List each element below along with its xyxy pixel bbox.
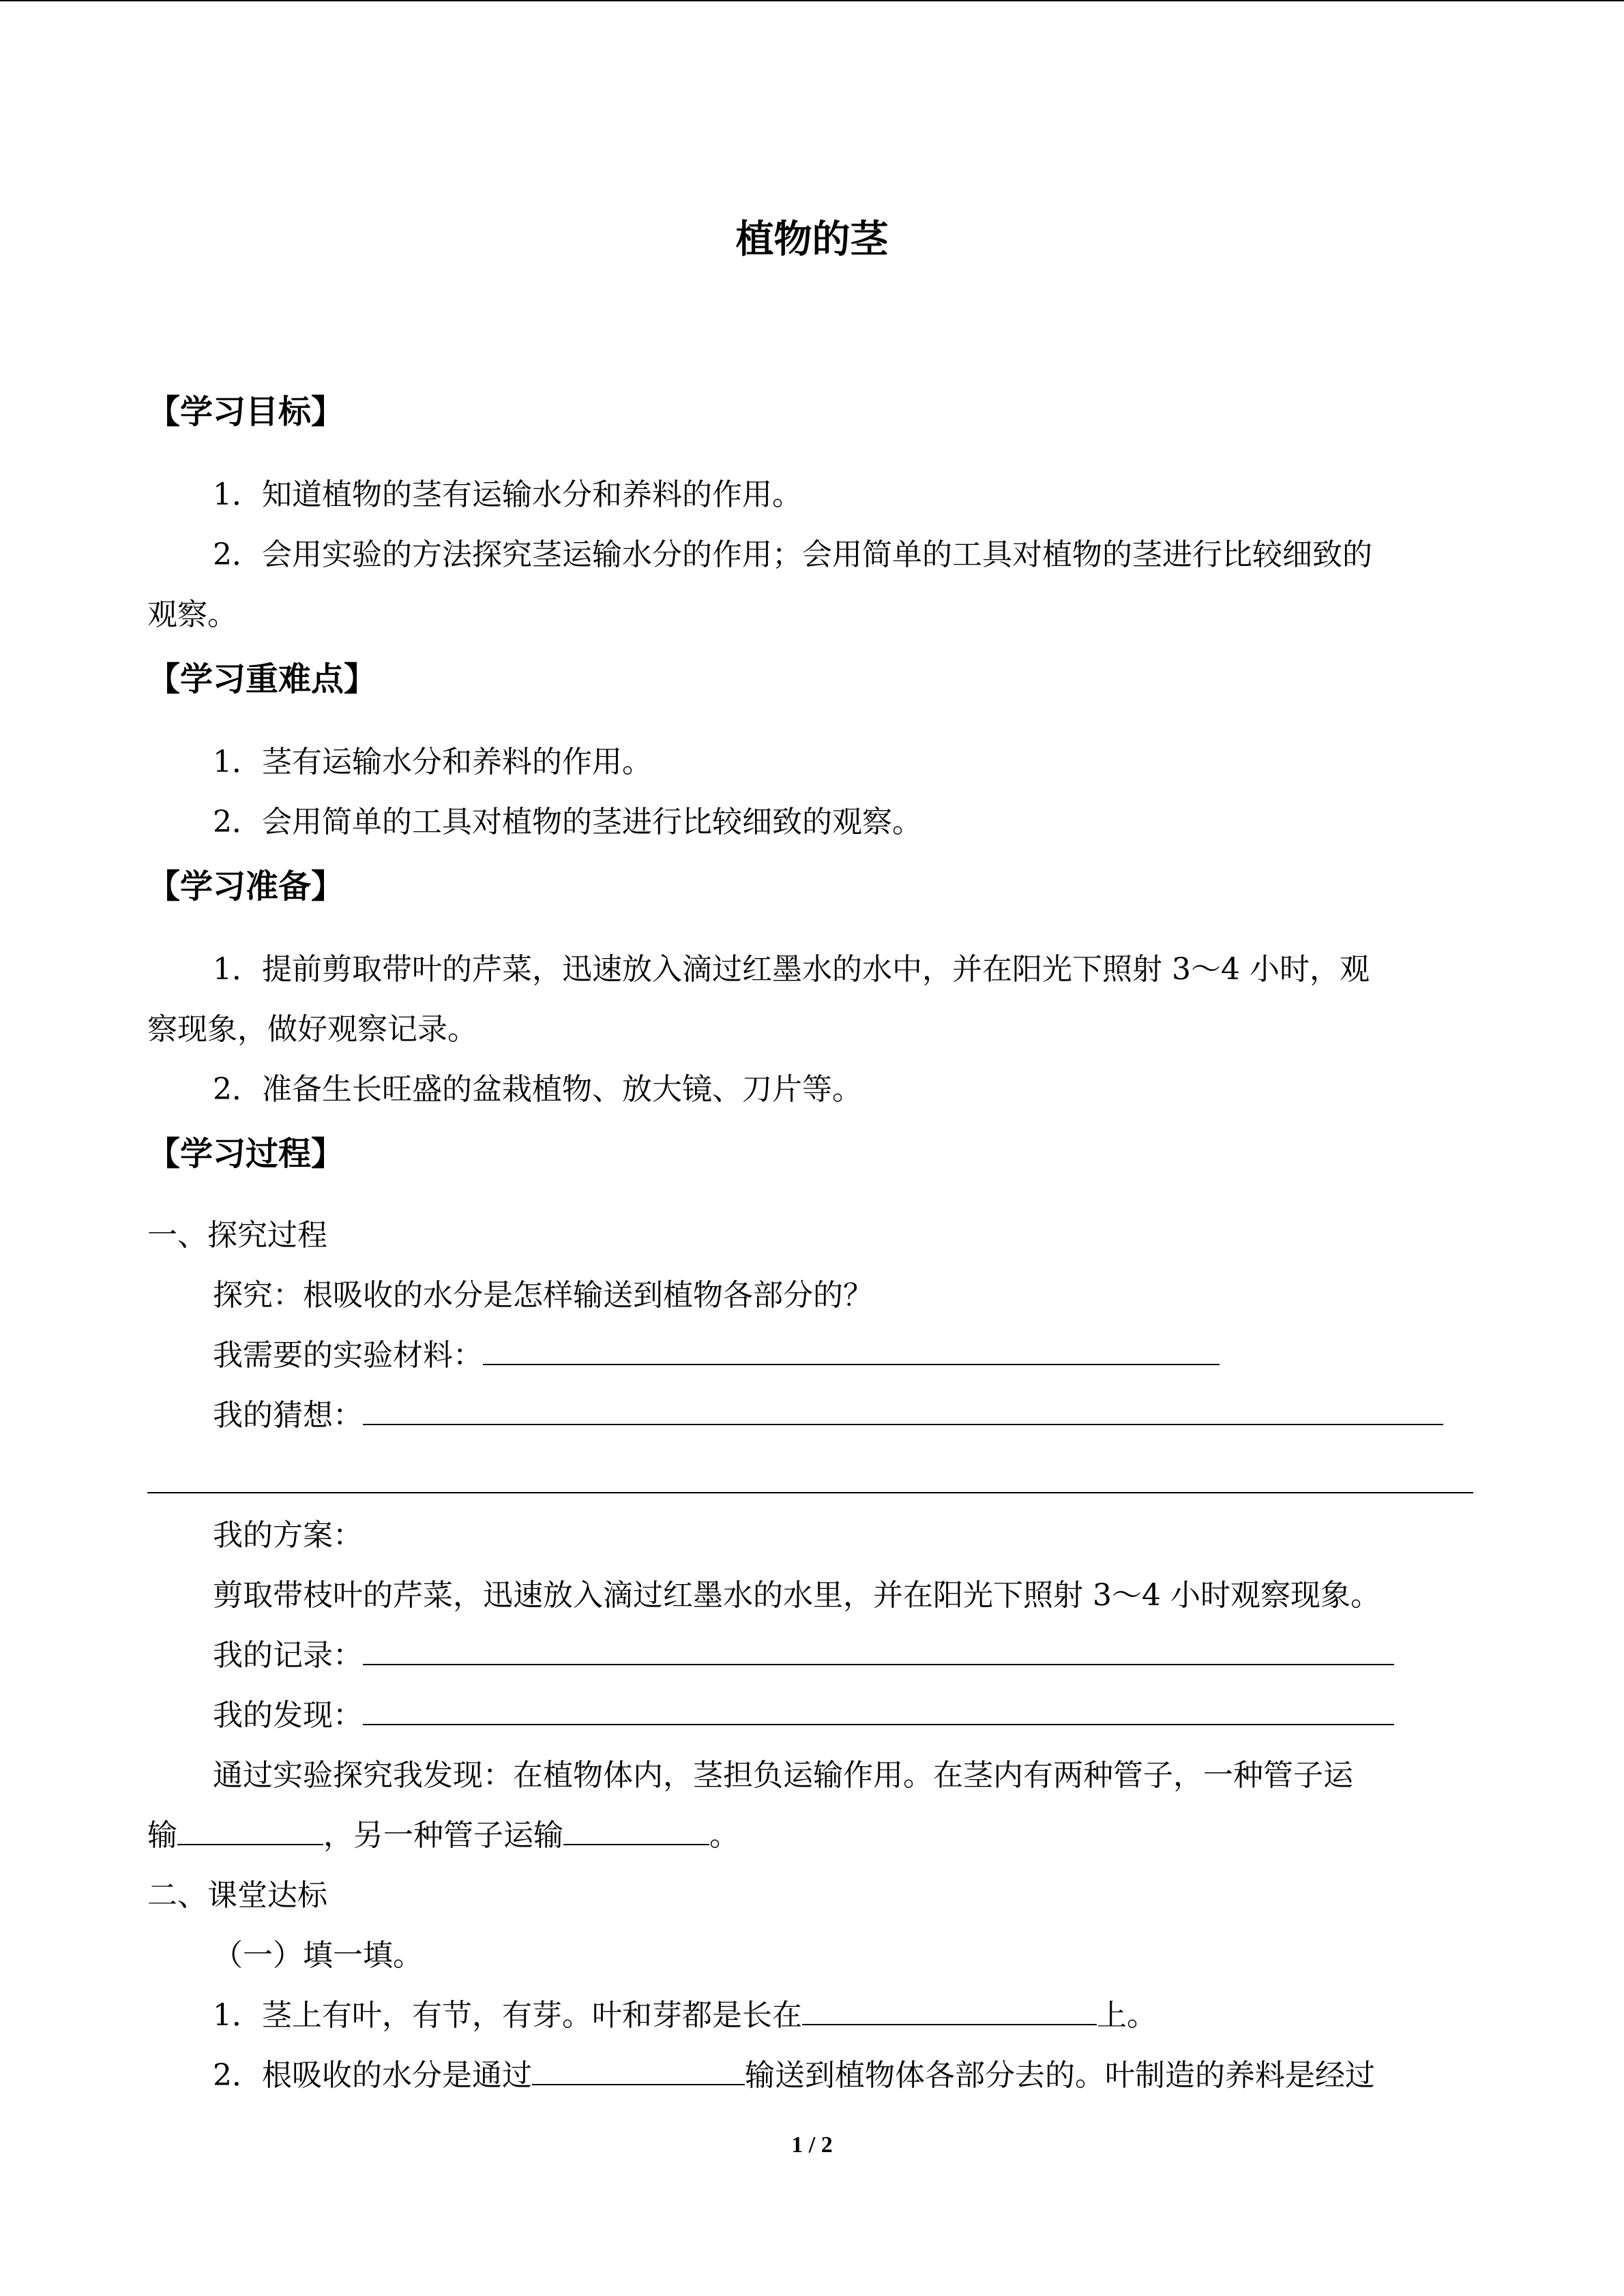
record-row [213,1635,1394,1676]
question-2-blank[interactable] [532,2055,745,2085]
prep-item-1-line-1: 1．提前剪取带叶的芹菜，迅速放入滴过红墨水的水中，并在阳光下照射 3～4 小时，观 [213,952,1370,987]
conclusion-blank-1[interactable] [177,1815,323,1845]
key-point-item-2: 2．会用简单的工具对植物的茎进行比较细致的观察。 [213,805,922,839]
prep-item-1-line-2: 察现象，做好观察记录。 [147,1012,477,1047]
question-1-blank[interactable] [802,1995,1097,2025]
plan-label: 我的方案： [213,1518,363,1553]
top-border [0,0,1624,1]
goal-item-1: 1．知道植物的茎有运输水分和养料的作用。 [213,477,802,512]
page-title: 植物的茎 [735,218,889,262]
key-point-item-1: 1．茎有运输水分和养料的作用。 [213,745,652,779]
question-2 [213,2055,1375,2096]
section-heading-preparation: 【学习准备】 [147,867,344,906]
guess-label: 我的猜想： [213,1398,363,1433]
finding-label: 我的发现： [213,1698,363,1733]
part1-title: 一、探究过程 [147,1218,327,1253]
conclusion-blank-2[interactable] [563,1815,709,1845]
finding-row [213,1695,1394,1736]
question-2-suffix: 输送到植物体各部分去的。叶制造的养料是经过 [745,2058,1375,2093]
page-number: 1 / 2 [791,2132,833,2158]
inquiry-question: 探究：根吸收的水分是怎样输送到植物各部分的？ [213,1278,873,1313]
materials-row [213,1335,1220,1376]
question-2-text: 2．根吸收的水分是通过 [213,2058,532,2093]
conclusion-line-1: 通过实验探究我发现：在植物体内，茎担负运输作用。在茎内有两种管子，一种管子运 [213,1758,1353,1793]
guess-blank[interactable] [363,1395,1443,1425]
conclusion-text-2: ，另一种管子运输 [323,1818,563,1853]
conclusion-text-3: 。 [709,1818,739,1853]
section-heading-goals: 【学习目标】 [147,393,344,431]
fill-in-title: （一）填一填。 [213,1938,423,1973]
record-label: 我的记录： [213,1638,363,1673]
section-heading-key-points: 【学习重难点】 [147,660,377,698]
question-1 [213,1995,1157,2036]
materials-label: 我需要的实验材料： [213,1338,483,1373]
part2-title: 二、课堂达标 [147,1878,327,1913]
question-1-suffix: 上。 [1097,1998,1157,2033]
materials-blank[interactable] [483,1335,1220,1365]
plan-text: 剪取带枝叶的芹菜，迅速放入滴过红墨水的水里，并在阳光下照射 3～4 小时观察现象。 [213,1578,1381,1613]
finding-blank[interactable] [363,1695,1394,1725]
guess-blank-continuation[interactable] [147,1492,1473,1493]
section-heading-process: 【学习过程】 [147,1135,344,1173]
goal-item-2-line-1: 2．会用实验的方法探究茎运输水分的作用；会用简单的工具对植物的茎进行比较细致的 [213,537,1372,572]
guess-row [213,1395,1443,1436]
goal-item-2-line-2: 观察。 [147,597,237,632]
record-blank[interactable] [363,1635,1394,1665]
conclusion-line-2 [147,1815,739,1856]
conclusion-text-1: 输 [147,1818,177,1853]
question-1-text: 1．茎上有叶，有节，有芽。叶和芽都是长在 [213,1998,802,2033]
prep-item-2: 2．准备生长旺盛的盆栽植物、放大镜、刀片等。 [213,1072,862,1107]
